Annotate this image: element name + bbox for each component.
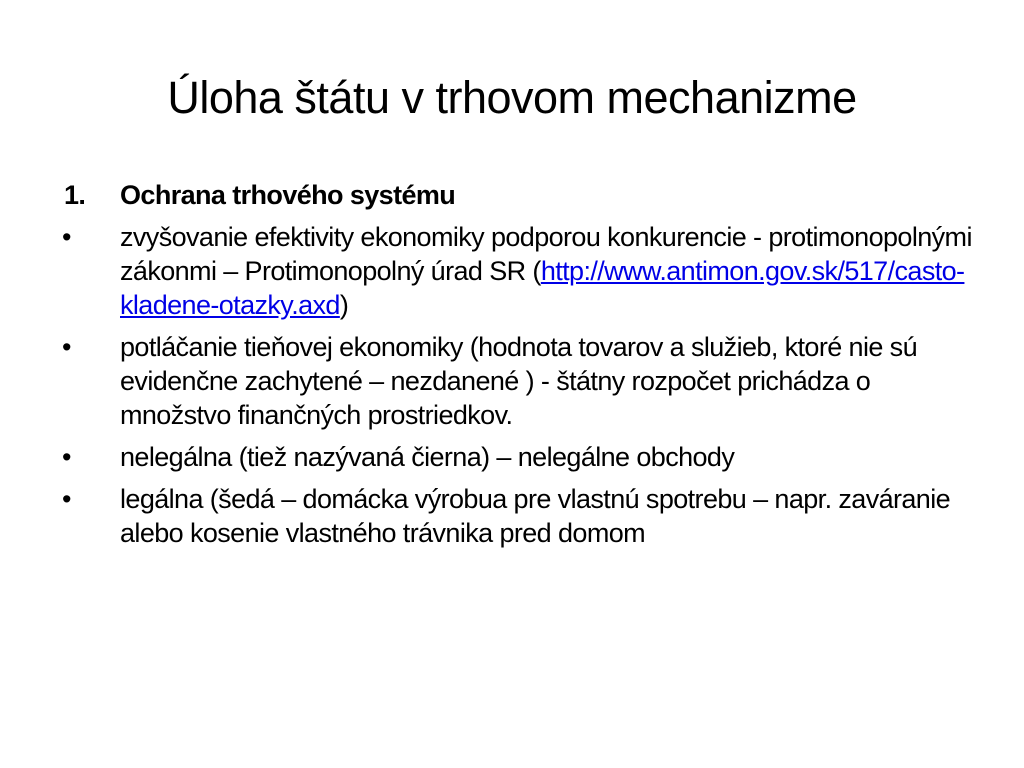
bullet-item-antimonopoly [62,220,972,322]
numbered-heading [62,178,972,212]
bullet-text: legálna (šedá – domácka výrobua pre vlastnú spotrebu – napr. zaváranie alebo kosenie vlastného trávnika pred domom [120,484,951,548]
bullet-marker: • [62,332,71,362]
slide-title: Úloha štátu v trhovom mechanizme [167,72,857,123]
bullet-item-shadow-economy [62,330,972,432]
heading-text: Ochrana trhového systému [120,180,456,210]
bullet-marker: • [62,222,71,252]
bullet-marker: • [62,484,71,514]
bullet-text: zvyšovanie efektivity ekonomiky podporou konkurencie - protimonopolnými zákonmi – Protimonopolný úrad SR ( [120,222,972,286]
bullet-item-illegal [62,440,972,474]
bullet-text: nelegálna (tiež nazývaná čierna) – nelegálne obchody [120,442,735,472]
bullet-text: potláčanie tieňovej ekonomiky (hodnota tovarov a služieb, ktoré nie sú evidenčne zachytené – nezdanené ) - štátny rozpočet prichádza o množstvo finančných prostriedkov. [120,332,917,430]
bullet-item-legal [62,482,972,550]
list-number: 1. [64,180,86,210]
bullet-marker: • [62,442,71,472]
bullet-text-end: ) [339,290,349,320]
antimon-link[interactable]: http://www.antimon.gov.sk/517/casto-kladene-otazky.axd [120,256,965,320]
slide-body [62,178,972,550]
